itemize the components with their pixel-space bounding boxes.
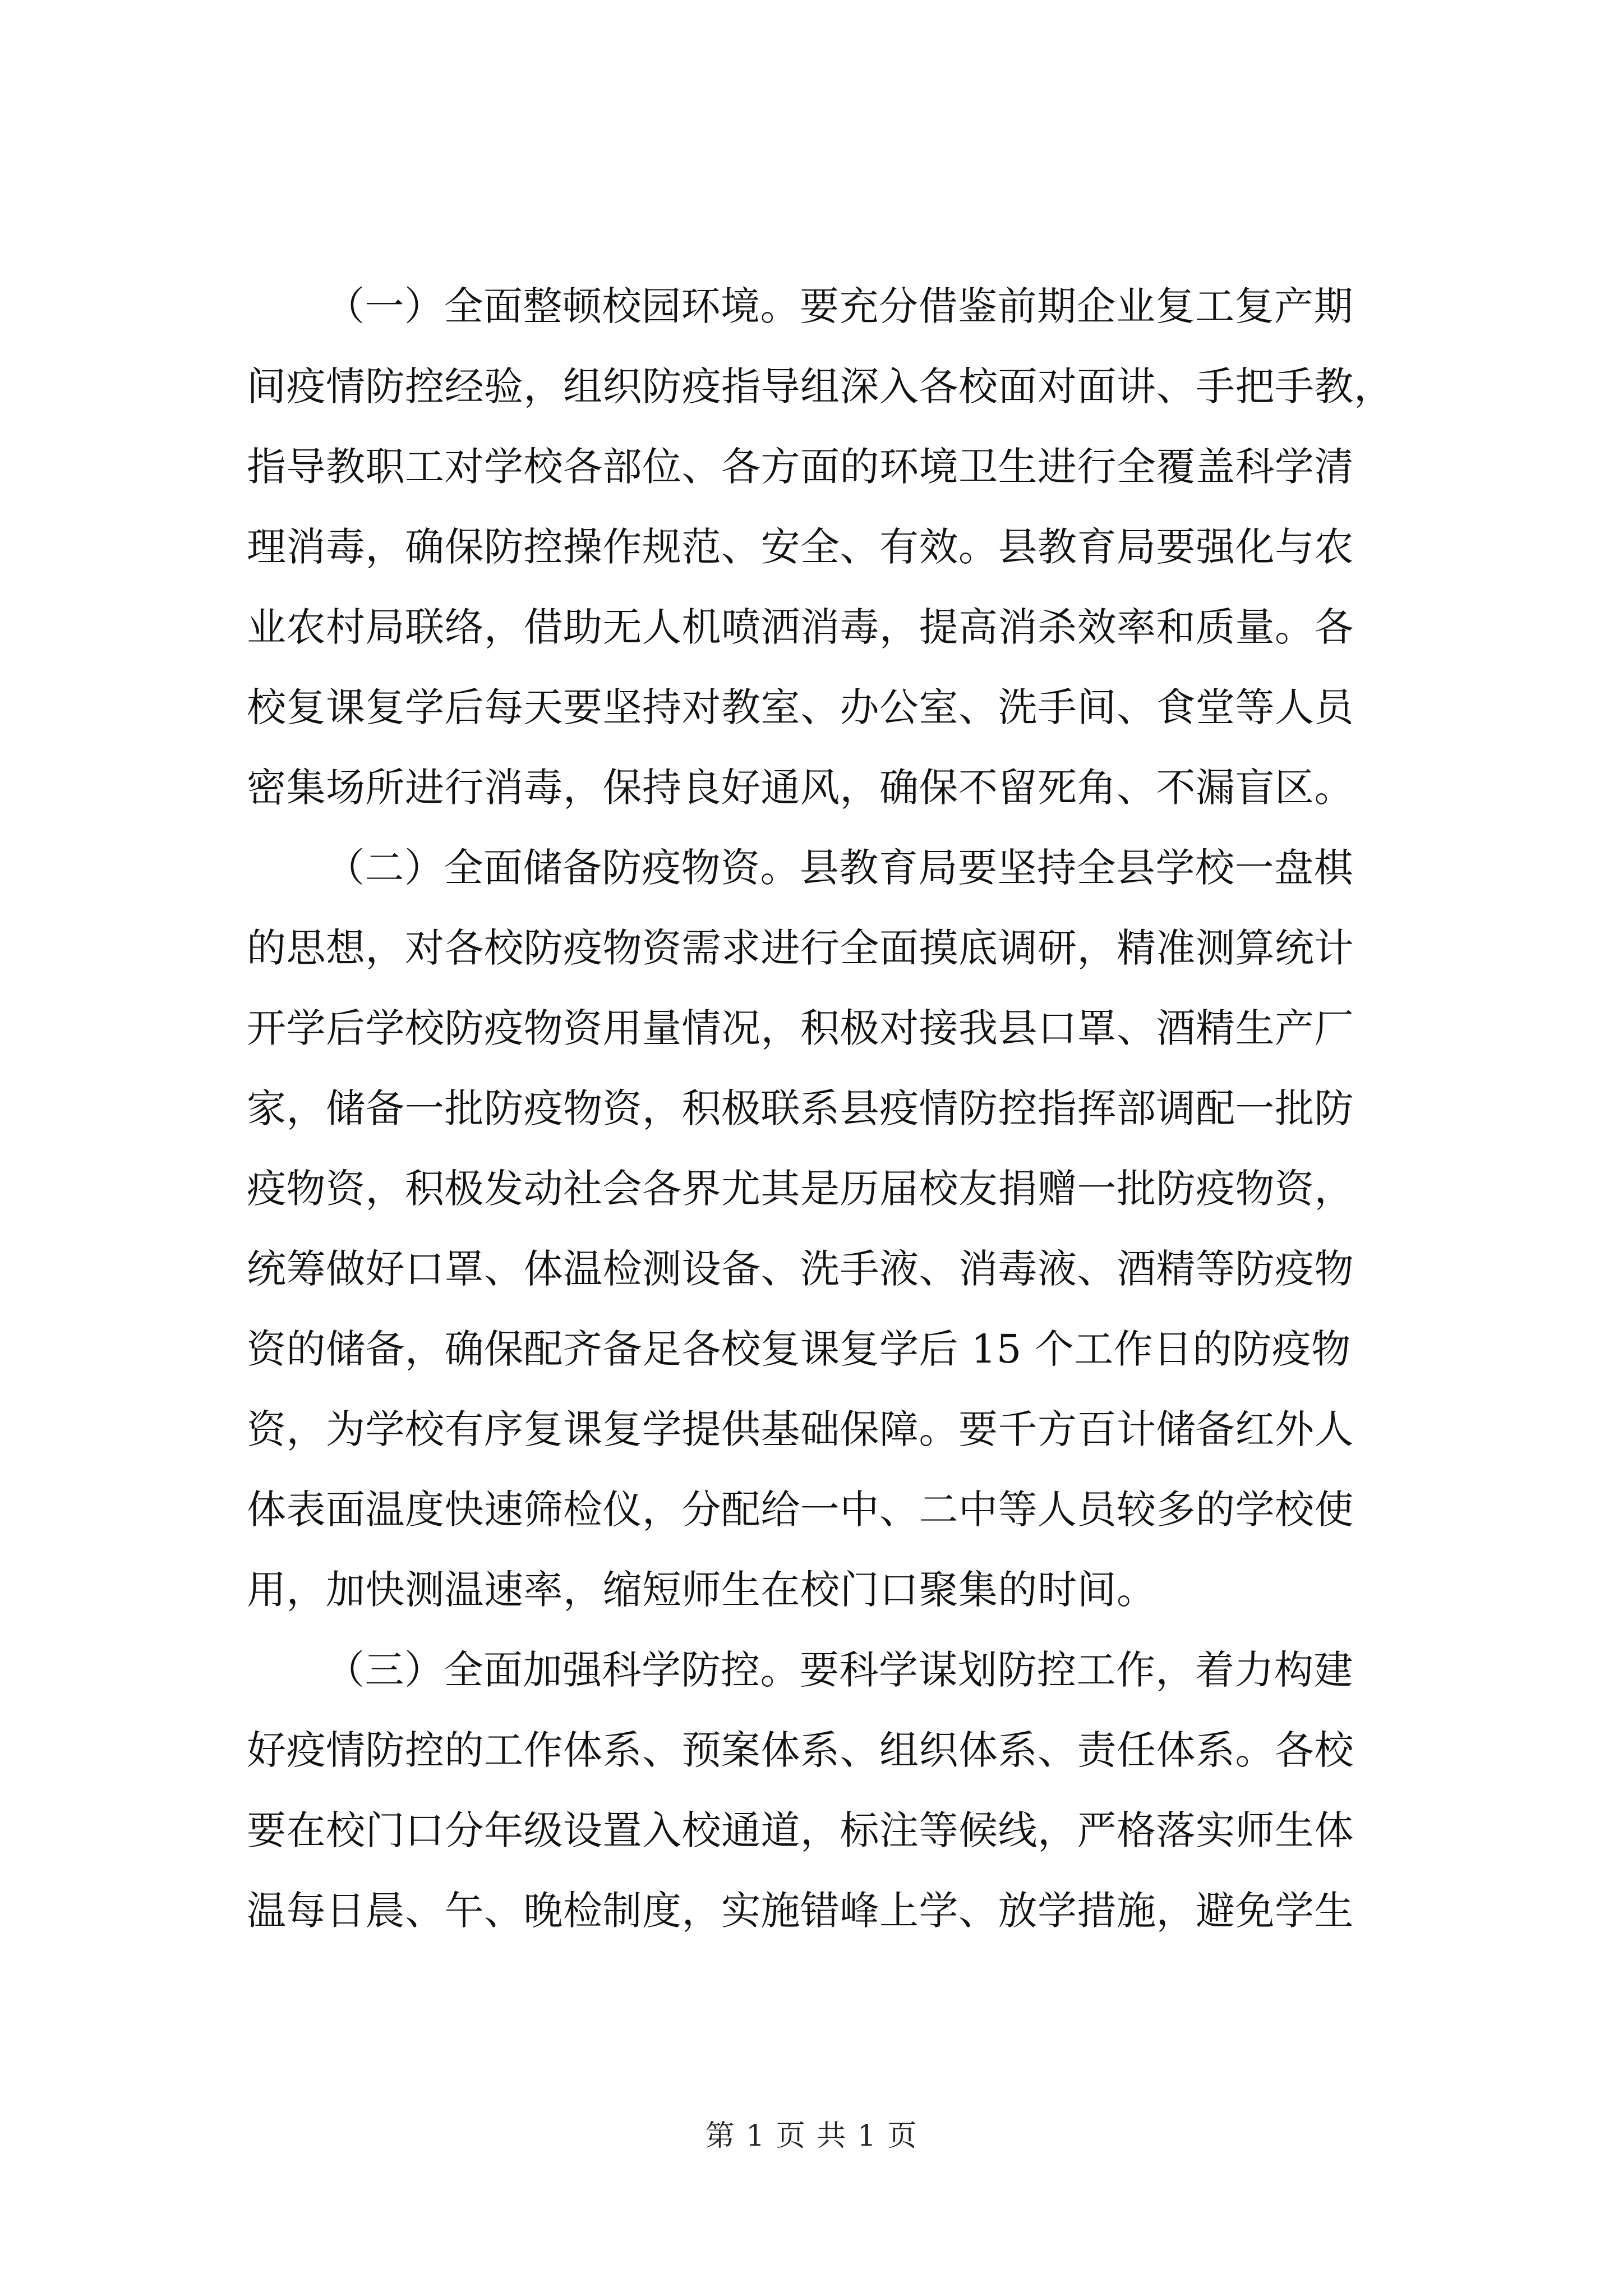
text-line: 用，加快测温速率，缩短师生在校门口聚集的时间。 [247, 1567, 1156, 1613]
text-line: 体表面温度快速筛检仪，分配给一中、二中等人员较多的学校使 [247, 1487, 1354, 1533]
text-line: 的思想，对各校防疫物资需求进行全面摸底调研，精准测算统计 [247, 925, 1354, 971]
text-line: 间疫情防控经验，组织防疫指导组深入各校面对面讲、手把手教， [247, 364, 1394, 409]
document-body [247, 266, 1421, 1951]
text-line: （一）全面整顿校园环境。要充分借鉴前期企业复工复产期 [325, 283, 1353, 329]
text-line: 密集场所进行消毒，保持良好通风，确保不留死角、不漏盲区。 [247, 765, 1354, 811]
page-number-footer: 第 1 页 共 1 页 [705, 2119, 918, 2153]
text-line: 理消毒，确保防控操作规范、安全、有效。县教育局要强化与农 [247, 524, 1354, 570]
text-line: 家，储备一批防疫物资，积极联系县疫情防控指挥部调配一批防 [247, 1085, 1354, 1131]
paragraph-campus-environment [247, 266, 1421, 828]
text-line: 好疫情防控的工作体系、预案体系、组织体系、责任体系。各校 [247, 1727, 1354, 1773]
text-line: 温每日晨、午、晚检制度，实施错峰上学、放学措施，避免学生 [247, 1888, 1354, 1934]
text-line: 资，为学校有序复课复学提供基础保障。要千方百计储备红外人 [247, 1406, 1354, 1452]
text-line: 资的储备，确保配齐备足各校复课复学后 15 个工作日的防疫物 [247, 1326, 1351, 1372]
text-line: 业农村局联络，借助无人机喷洒消毒，提高消杀效率和质量。各 [247, 604, 1354, 650]
text-line: 校复课复学后每天要坚持对教室、办公室、洗手间、食堂等人员 [247, 684, 1354, 730]
paragraph-epidemic-supplies [247, 828, 1421, 1630]
text-line: 指导教职工对学校各部位、各方面的环境卫生进行全覆盖科学清 [247, 444, 1354, 490]
paragraph-scientific-prevention [247, 1630, 1421, 1951]
text-line: 开学后学校防疫物资用量情况，积极对接我县口罩、酒精生产厂 [247, 1005, 1354, 1051]
text-line: 疫物资，积极发动社会各界尤其是历届校友捐赠一批防疫物资， [247, 1166, 1354, 1212]
text-line: 要在校门口分年级设置入校通道，标注等候线，严格落实师生体 [247, 1807, 1354, 1853]
text-line: （二）全面储备防疫物资。县教育局要坚持全县学校一盘棋 [325, 845, 1353, 891]
text-line: （三）全面加强科学防控。要科学谋划防控工作，着力构建 [325, 1647, 1353, 1693]
text-line: 统筹做好口罩、体温检测设备、洗手液、消毒液、酒精等防疫物 [247, 1246, 1354, 1292]
